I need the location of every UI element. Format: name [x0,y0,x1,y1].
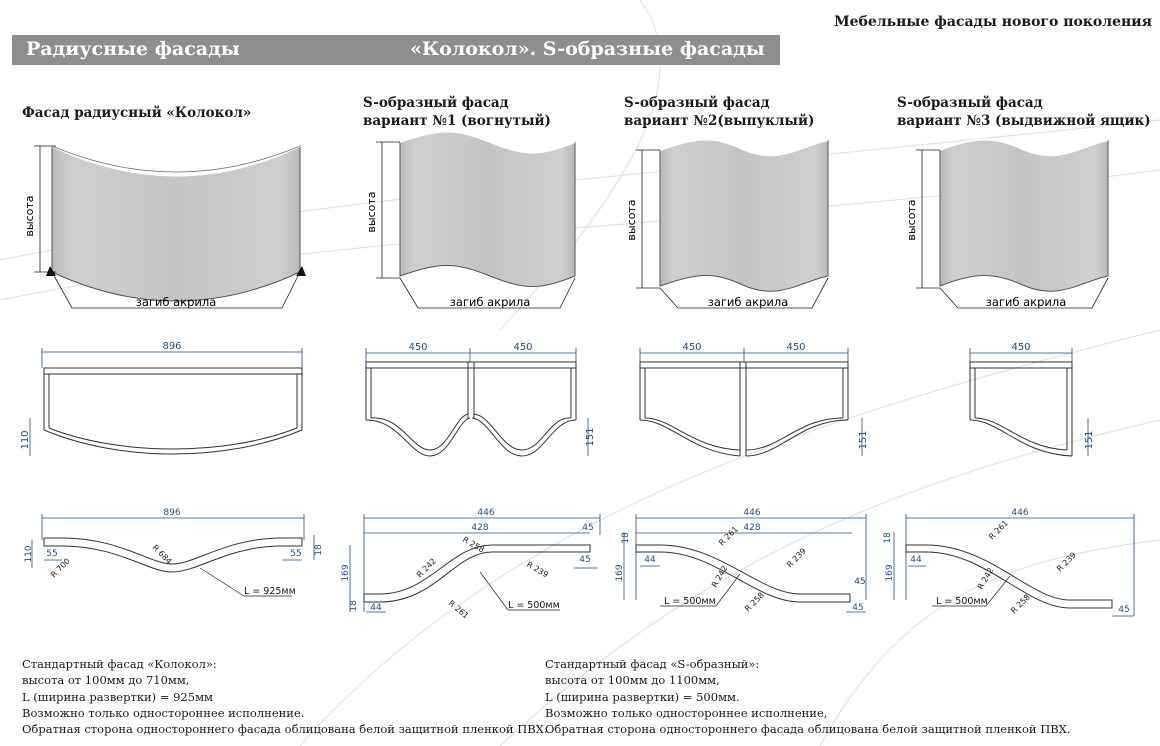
note-line: Обратная сторона одностороннего фасада облицована белой защитной пленкой ПВХ. [22,722,548,737]
header-tagline: Мебельные фасады нового поколения [834,14,1152,30]
height-label: высота [365,191,378,233]
radius-labels [49,519,1078,621]
panel-s1 [365,132,575,310]
dim-label: 44 [910,555,922,565]
variant-title-line: вариант №3 (выдвижной ящик) [897,113,1151,129]
dim-label: 45 [582,523,594,533]
dim-label: 169 [341,564,351,582]
radius-label: R 684 [150,543,174,566]
radius-label: R 239 [1055,550,1078,574]
note-line: Возможно только одностороннее исполнение, [545,705,828,720]
bend-label: загиб акрила [135,295,217,309]
dim-label: 446 [477,508,495,518]
length-label: L = 500мм [936,596,988,607]
note-line: высота от 100мм до 710мм, [22,673,190,688]
plan-views [44,362,1072,456]
dim-label: 110 [24,545,34,563]
notes-s [545,656,1071,737]
dim-label: 450 [513,342,533,353]
dim-label: 18 [314,544,324,556]
dim-label: 450 [786,342,806,353]
dim-label: 450 [682,342,702,353]
dim-label: 151 [858,430,869,450]
page-title-left: Радиусные фасады [26,38,240,60]
radius-label: R 258 [461,534,486,555]
height-label: высота [625,199,638,241]
dim-label: 428 [471,523,489,533]
height-label: высота [23,195,36,237]
page-title-right: «Колокол». S-образные фасады [410,38,765,60]
variant-title-line: вариант №1 (вогнутый) [363,113,551,129]
dim-label: 151 [585,427,596,447]
dim-label: 446 [1011,508,1029,518]
height-label: высота [905,199,918,241]
radius-label: R 700 [49,556,72,580]
radius-label: R 261 [987,518,1010,542]
radius-label: R 242 [709,564,730,589]
length-label: L = 925мм [244,586,296,597]
dim-label: 896 [163,508,181,518]
note-line: Обратная сторона одностороннего фасада облицована белой защитной пленкой ПВХ. [545,722,1071,737]
dim-label: 110 [20,430,31,450]
dim-label: 45 [579,555,591,565]
note-line: Стандартный фасад «S-образный»: [545,657,760,671]
panel-s2 [625,140,828,310]
length-label: L = 500мм [664,596,716,607]
dim-label: 45 [1118,605,1130,615]
dim-label: 55 [290,549,302,559]
variant-title-line: S-образный фасад [897,95,1043,111]
plan-dimensions [30,348,1088,456]
dim-label: 428 [743,523,761,533]
note-line: высота от 100мм до 1100мм, [545,673,720,688]
dim-label: 45 [852,603,864,613]
variant-title-line: Фасад радиусный «Колокол» [22,105,252,121]
dim-label: 151 [1084,430,1095,450]
note-line: L (ширина развертки) = 925мм [22,689,213,704]
note-line: Стандартный фасад «Колокол»: [22,657,217,671]
note-line: L (ширина развертки) = 500мм. [545,689,740,704]
radius-label: R 261 [717,524,740,548]
variant-title-line: S-образный фасад [624,95,770,111]
dim-label: 44 [644,555,656,565]
dim-label: 450 [408,342,428,353]
length-label: L = 500мм [508,600,560,611]
bend-label: загиб акрила [985,295,1067,309]
dim-label: 44 [370,603,382,613]
dim-label: 169 [885,564,895,582]
notes-bell [22,656,548,737]
bend-label: загиб акрила [449,295,531,309]
dim-label: 45 [854,577,866,587]
bend-label: загиб акрила [707,295,789,309]
dim-label: 169 [615,564,625,582]
dim-label: 55 [46,549,58,559]
dim-label: 896 [162,341,182,352]
note-line: Возможно только одностороннее исполнение. [22,705,305,720]
radius-label: R 261 [446,598,471,621]
panel-bell [23,146,306,309]
radius-label: R 239 [525,559,550,580]
dim-label: 18 [621,532,631,544]
radius-label: R 258 [1009,592,1032,616]
dim-label: 18 [883,532,893,544]
panel-s3 [905,140,1108,310]
dim-label: 450 [1011,342,1031,353]
radius-label: R 258 [743,590,766,614]
radius-label: R 242 [415,556,438,580]
variant-title-line: S-образный фасад [363,95,509,111]
radius-label: R 239 [785,546,808,570]
radius-label: R 242 [975,566,996,591]
dim-label: 18 [349,600,359,612]
variant-title-line: вариант №2(выпуклый) [624,113,815,129]
dim-label: 446 [743,508,761,518]
